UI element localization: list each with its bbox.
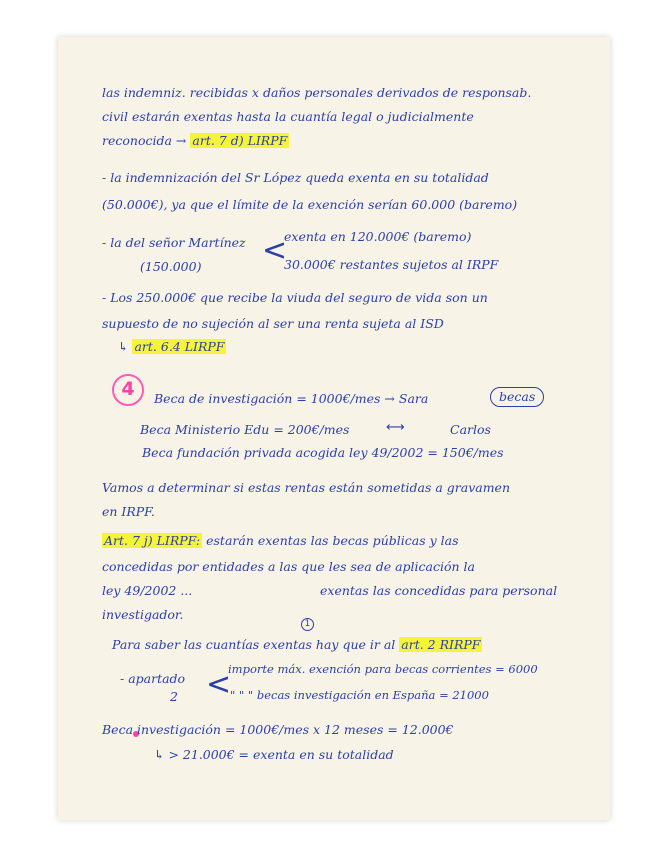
text-line: ley 49/2002 ...: [102, 583, 193, 598]
text-line: - la del señor Martínez: [102, 235, 246, 250]
text-fragment: Sara: [398, 391, 429, 406]
text-line: 30.000€ restantes sujetos al IRPF: [284, 257, 499, 272]
text-line: ↳ > 21.000€ = exenta en su totalidad: [154, 747, 394, 762]
section-number-badge: 4: [112, 374, 144, 406]
becas-label-box: becas: [490, 387, 544, 407]
text-line: Vamos a determinar si estas rentas están sometidas a gravamen: [102, 480, 511, 495]
text-line: exenta en 120.000€ (baremo): [284, 229, 472, 244]
notebook-page: [58, 37, 610, 820]
text-line: (150.000): [140, 259, 202, 274]
text-line: Beca fundación privada acogida ley 49/2002 = 150€/mes: [142, 445, 504, 460]
text-line: [102, 533, 458, 549]
text-line: [154, 391, 428, 407]
text-line: concedidas por entidades a las que les sea de aplicación la: [102, 559, 475, 574]
text-line: exentas las concedidas para personal: [320, 583, 558, 598]
text-fragment: estarán exentas las becas públicas y las: [206, 533, 459, 548]
text-line: [112, 637, 482, 653]
text-line: civil estarán exentas hasta la cuantía legal o judicialmente: [102, 109, 474, 124]
text-line: Beca Ministerio Edu = 200€/mes: [140, 422, 350, 437]
legal-reference-highlight: art. 6.4 LIRPF: [134, 339, 225, 354]
text-fragment: Beca de investigación = 1000€/mes: [154, 391, 381, 406]
text-line: las indemniz. recibidas x daños personales derivados de responsab.: [102, 85, 532, 100]
brace-icon: <: [262, 233, 288, 268]
text-fragment: reconocida: [102, 133, 172, 148]
text-line: " " " becas investigación en España = 21000: [230, 688, 489, 702]
arrow-icon: →: [175, 133, 187, 148]
text-line: investigador.: [102, 607, 184, 622]
text-line: - apartado: [120, 671, 186, 686]
brace-icon: <: [206, 667, 232, 702]
legal-reference-highlight: Art. 7 j) LIRPF:: [104, 533, 201, 548]
text-line: supuesto de no sujeción al ser una renta sujeta al ISD: [102, 316, 444, 331]
text-fragment: Para saber las cuantías exentas hay que ir al: [112, 637, 396, 652]
text-line: Beca investigación = 1000€/mes x 12 meses = 12.000€: [102, 722, 454, 737]
arrow-icon: →: [384, 391, 395, 406]
text-line: [102, 133, 289, 149]
text-line: Carlos: [450, 422, 491, 437]
text-line: importe máx. exención para becas corrientes = 6000: [228, 662, 538, 676]
double-arrow-icon: ⟷: [386, 420, 405, 435]
text-line: [118, 339, 226, 355]
legal-reference-highlight: art. 2 RIRPF: [401, 637, 481, 652]
legal-reference-highlight: art. 7 d) LIRPF: [192, 133, 288, 148]
text-line: 2: [170, 689, 178, 704]
circled-number: 1: [301, 618, 314, 631]
text-line: - la indemnización del Sr López queda exenta en su totalidad: [102, 170, 489, 185]
arrow-icon: ↳: [118, 339, 129, 354]
text-line: - Los 250.000€ que recibe la viuda del seguro de vida son un: [102, 290, 488, 305]
text-line: en IRPF.: [102, 504, 155, 519]
text-line: (50.000€), ya que el límite de la exención serían 60.000 (baremo): [102, 197, 518, 212]
